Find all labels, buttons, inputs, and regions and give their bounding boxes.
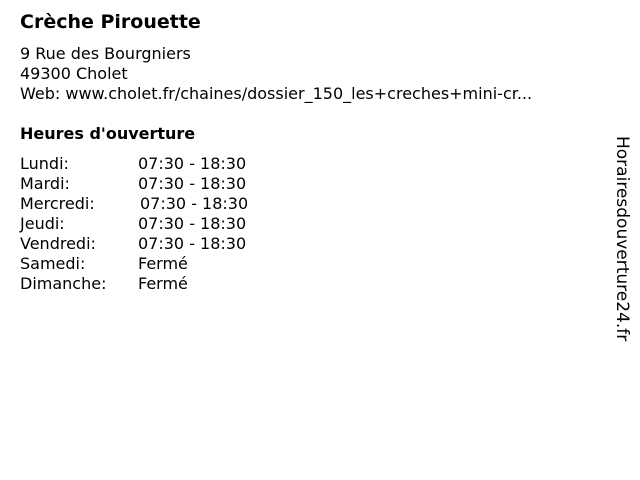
postal-city: 49300 Cholet bbox=[20, 64, 128, 83]
day-label: Jeudi: bbox=[20, 214, 65, 233]
site-watermark bbox=[612, 136, 632, 376]
hours-value: 07:30 - 18:30 bbox=[138, 214, 247, 233]
day-label: Dimanche: bbox=[20, 274, 107, 293]
hours-value: 07:30 - 18:30 bbox=[140, 194, 249, 213]
day-label: Mardi: bbox=[20, 174, 70, 193]
opening-hours-heading: Heures d'ouverture bbox=[20, 124, 196, 143]
website-link[interactable]: Web: www.cholet.fr/chaines/dossier_150_les+creches+mini-cr... bbox=[20, 84, 533, 103]
hours-value: 07:30 - 18:30 bbox=[138, 234, 247, 253]
day-label: Mercredi: bbox=[20, 194, 95, 213]
address-block bbox=[20, 44, 532, 104]
hours-value: 07:30 - 18:30 bbox=[138, 174, 247, 193]
day-label: Samedi: bbox=[20, 254, 86, 273]
day-label: Vendredi: bbox=[20, 234, 96, 253]
watermark-text: Horairesdouverture24.fr bbox=[612, 136, 632, 342]
hours-value: 07:30 - 18:30 bbox=[138, 154, 247, 173]
street-address: 9 Rue des Bourgniers bbox=[20, 44, 191, 63]
hours-value: Fermé bbox=[138, 254, 188, 273]
business-name: Crèche Pirouette bbox=[20, 11, 201, 33]
hours-value: Fermé bbox=[138, 274, 188, 293]
day-label: Lundi: bbox=[20, 154, 69, 173]
